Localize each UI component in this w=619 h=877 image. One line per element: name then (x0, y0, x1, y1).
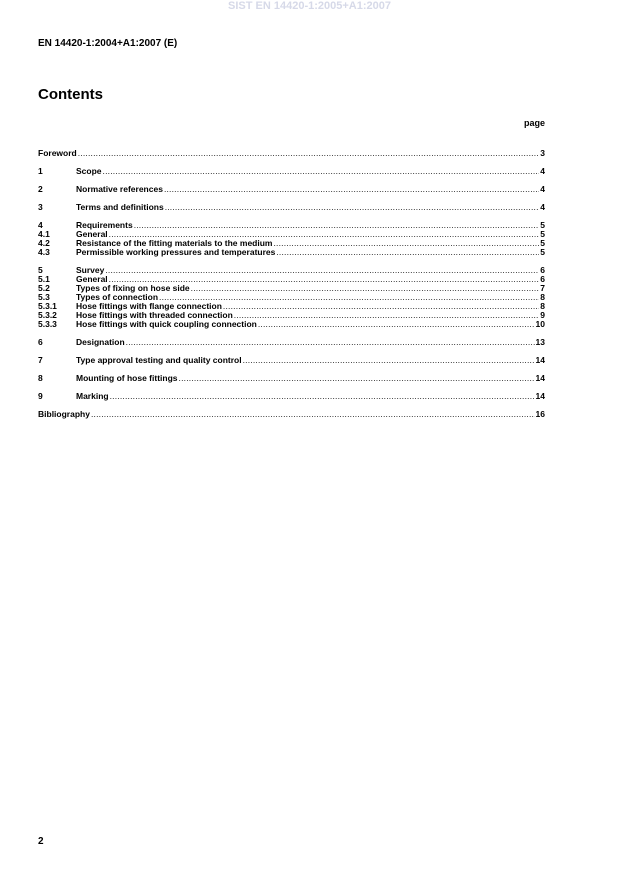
contents-heading: Contents (38, 86, 103, 103)
toc-entry-title: Foreword (38, 148, 77, 158)
toc-dot-leader (159, 293, 539, 302)
toc-entry-title: Hose fittings with quick coupling connection (76, 319, 257, 329)
toc-entry-number: 1 (38, 166, 43, 176)
toc-dot-leader (134, 221, 540, 230)
toc-entry[interactable] (38, 374, 545, 383)
toc-dot-leader (191, 284, 540, 293)
toc-entry-page: 5 (540, 247, 545, 257)
toc-entry-page: 14 (535, 391, 545, 401)
toc-entry-number: 4 (38, 220, 43, 230)
toc-dot-leader (273, 239, 539, 248)
toc-entry-title: Scope (76, 166, 102, 176)
toc-entry[interactable] (38, 230, 545, 239)
toc-entry-number: 5.1 (38, 274, 50, 284)
toc-dot-leader (110, 392, 535, 401)
toc-dot-leader (109, 275, 540, 284)
toc-entry-number: 6 (38, 337, 43, 347)
document-id: EN 14420-1:2004+A1:2007 (E) (38, 38, 178, 49)
toc-entry-number: 5.3.3 (38, 319, 57, 329)
toc-entry-number: 9 (38, 391, 43, 401)
toc-entry-title: Types of fixing on hose side (76, 283, 190, 293)
toc-entry-number: 2 (38, 184, 43, 194)
page-number: 2 (38, 836, 44, 847)
toc-entry-page: 8 (540, 301, 545, 311)
toc-entry-page: 14 (535, 373, 545, 383)
toc-entry[interactable] (38, 266, 545, 275)
toc-entry-page: 3 (540, 148, 545, 158)
toc-dot-leader (243, 356, 535, 365)
toc-dot-leader (223, 302, 539, 311)
watermark: SIST EN 14420-1:2005+A1:2007 (228, 0, 391, 12)
toc-dot-leader (179, 374, 535, 383)
toc-entry-page: 4 (540, 166, 545, 176)
toc-entry[interactable] (38, 356, 545, 365)
toc-dot-leader (165, 203, 540, 212)
toc-entry-page: 4 (540, 202, 545, 212)
toc-entry-title: Types of connection (76, 292, 159, 302)
toc-entry-page: 5 (540, 229, 545, 239)
toc-entry-number: 5 (38, 265, 43, 275)
toc-entry-title: Bibliography (38, 409, 90, 419)
toc-dot-leader (103, 167, 540, 176)
toc-entry-number: 4.3 (38, 247, 50, 257)
toc-entry-number: 7 (38, 355, 43, 365)
toc-dot-leader (276, 248, 539, 257)
toc-entry-title: Requirements (76, 220, 133, 230)
toc-entry-page: 16 (535, 409, 545, 419)
toc-entry-page: 14 (535, 355, 545, 365)
toc-dot-leader (78, 149, 540, 158)
toc-entry-page: 6 (540, 265, 545, 275)
toc-entry-page: 8 (540, 292, 545, 302)
toc-dot-leader (258, 320, 535, 329)
toc-entry[interactable] (38, 320, 545, 329)
toc-entry-title: General (76, 229, 108, 239)
toc-entry[interactable] (38, 203, 545, 212)
toc-entry-number: 4.2 (38, 238, 50, 248)
toc-entry-page: 13 (535, 337, 545, 347)
toc-entry-page: 9 (540, 310, 545, 320)
toc-entry-title: Hose fittings with flange connection (76, 301, 222, 311)
toc-entry-title: Normative references (76, 184, 163, 194)
toc-entry-page: 6 (540, 274, 545, 284)
toc-entry-number: 3 (38, 202, 43, 212)
toc-entry-number: 8 (38, 373, 43, 383)
toc-entry[interactable] (38, 275, 545, 284)
toc-entry-page: 7 (540, 283, 545, 293)
toc-entry[interactable] (38, 149, 545, 158)
page-column-label: page (523, 118, 545, 128)
toc-entry-title: Designation (76, 337, 125, 347)
toc-dot-leader (105, 266, 539, 275)
toc-entry-page: 10 (535, 319, 545, 329)
toc-entry-title: Hose fittings with threaded connection (76, 310, 233, 320)
toc-entry[interactable] (38, 221, 545, 230)
toc-entry-number: 5.3.2 (38, 310, 57, 320)
toc-dot-leader (164, 185, 539, 194)
toc-entry[interactable] (38, 167, 545, 176)
toc-entry[interactable] (38, 248, 545, 257)
toc-entry-title: Marking (76, 391, 109, 401)
toc-entry-title: Mounting of hose fittings (76, 373, 178, 383)
toc-entry-page: 5 (540, 220, 545, 230)
toc-dot-leader (109, 230, 540, 239)
toc-entry-title: Terms and definitions (76, 202, 164, 212)
toc-dot-leader (126, 338, 535, 347)
toc-entry[interactable] (38, 410, 545, 419)
toc-entry[interactable] (38, 392, 545, 401)
toc-entry-title: Resistance of the fitting materials to the medium (76, 238, 273, 248)
toc-entry-number: 5.2 (38, 283, 50, 293)
toc-entry[interactable] (38, 338, 545, 347)
toc-entry[interactable] (38, 185, 545, 194)
toc-entry-title: Permissible working pressures and temperatures (76, 247, 276, 257)
toc-entry-number: 5.3 (38, 292, 50, 302)
toc-entry-title: General (76, 274, 108, 284)
toc-entry-page: 4 (540, 184, 545, 194)
toc-dot-leader (91, 410, 535, 419)
toc-entry-number: 5.3.1 (38, 301, 57, 311)
toc-entry-number: 4.1 (38, 229, 50, 239)
toc-entry-title: Survey (76, 265, 105, 275)
table-of-contents (38, 149, 545, 419)
toc-dot-leader (234, 311, 539, 320)
toc-entry-title: Type approval testing and quality control (76, 355, 242, 365)
toc-entry-page: 5 (540, 238, 545, 248)
